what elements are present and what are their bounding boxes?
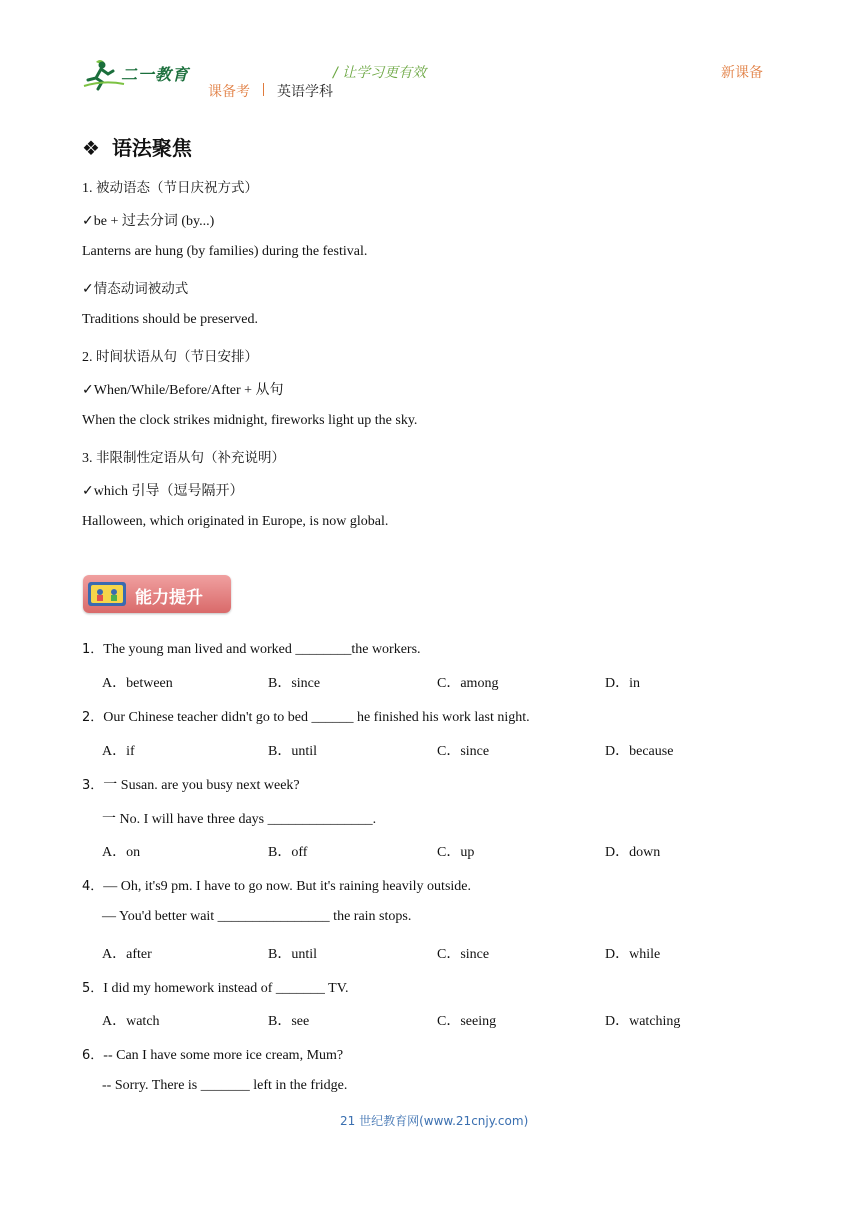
rule-text: be + 过去分词 (by...)	[93, 214, 215, 229]
badge-label: 能力提升	[135, 588, 203, 608]
check-icon: ✓	[82, 383, 94, 398]
question-1	[82, 638, 421, 658]
question-stem: The young man lived and worked ________the workers.	[103, 642, 421, 657]
option-d[interactable]: D．because	[605, 744, 674, 759]
grammar-heading-3	[82, 446, 285, 467]
question-number: 3．	[82, 778, 104, 793]
question-4-line2: — You'd better wait ________________ the rain stops.	[102, 909, 412, 924]
footer-link[interactable]: 21 世纪教育网(www.21cnjy.com)	[340, 1114, 529, 1128]
grammar-rule-4	[82, 480, 243, 500]
option-d[interactable]: D．down	[605, 845, 661, 860]
question-2	[82, 706, 530, 726]
header-subject: 英语学科	[277, 84, 333, 100]
question-number: 2．	[82, 710, 104, 725]
option-b[interactable]: B．until	[268, 947, 318, 962]
section-title	[82, 132, 192, 161]
grammar-example-1: Lanterns are hung (by families) during the festival.	[82, 244, 368, 259]
question-3	[82, 774, 300, 794]
header-divider	[263, 83, 264, 96]
grammar-title: 被动语态（节日庆祝方式）	[96, 180, 258, 196]
rule-text: When/While/Before/After + 从句	[93, 383, 284, 398]
question-number: 1．	[82, 642, 104, 657]
option-d[interactable]: D．while	[605, 947, 661, 962]
option-a[interactable]: A．on	[102, 845, 141, 860]
check-icon: ✓	[82, 484, 94, 499]
question-number: 5．	[82, 981, 104, 996]
grammar-rule-3	[82, 379, 284, 399]
header-tag-right: 新课备	[721, 65, 763, 81]
rule-text: which 引导（逗号隔开）	[93, 484, 244, 499]
grammar-example-3: When the clock strikes midnight, fireworks light up the sky.	[82, 413, 418, 428]
badge-icon	[88, 582, 126, 606]
option-d[interactable]: D．watching	[605, 1014, 681, 1029]
question-stem: I did my homework instead of _______ TV.	[103, 981, 349, 996]
option-a[interactable]: A．watch	[102, 1014, 160, 1029]
option-c[interactable]: C．since	[437, 947, 490, 962]
question-number: 6．	[82, 1048, 104, 1063]
grammar-heading-2	[82, 345, 258, 366]
grammar-example-2: Traditions should be preserved.	[82, 312, 259, 327]
question-stem: 一 Susan. are you busy next week?	[103, 778, 300, 793]
grammar-rule-1	[82, 210, 214, 230]
grammar-num: 3.	[82, 451, 93, 466]
grammar-num: 2.	[82, 350, 93, 365]
question-stem: — Oh, it's9 pm. I have to go now. But it's raining heavily outside.	[103, 879, 471, 894]
grammar-title: 时间状语从句（节日安排）	[96, 349, 258, 365]
option-c[interactable]: C．seeing	[437, 1014, 497, 1029]
header-slogan: / 让学习更有效	[333, 65, 427, 81]
question-6	[82, 1044, 343, 1064]
question-5	[82, 977, 349, 997]
grammar-title: 非限制性定语从句（补充说明）	[96, 450, 285, 466]
option-a[interactable]: A．between	[102, 676, 173, 691]
section-title-text: 语法聚焦	[111, 136, 192, 160]
header-tag-left: 课备考	[208, 84, 250, 100]
option-b[interactable]: B．off	[268, 845, 308, 860]
rule-text: 情态动词被动式	[93, 281, 189, 297]
grammar-example-4: Halloween, which originated in Europe, is now global.	[82, 514, 389, 529]
option-d[interactable]: D．in	[605, 676, 640, 691]
question-6-line2: -- Sorry. There is _______ left in the fridge.	[102, 1078, 348, 1093]
question-stem: -- Can I have some more ice cream, Mum?	[103, 1048, 344, 1063]
logo-text: 二一教育	[121, 67, 190, 84]
question-4	[82, 875, 471, 895]
question-3-line2: 一 No. I will have three days _______________.	[102, 812, 377, 827]
check-icon: ✓	[82, 214, 94, 229]
question-number: 4．	[82, 879, 104, 894]
option-c[interactable]: C．up	[437, 845, 475, 860]
option-b[interactable]: B．until	[268, 744, 318, 759]
option-b[interactable]: B．see	[268, 1014, 310, 1029]
ability-badge	[83, 575, 231, 613]
diamond-bullet-icon: ❖	[82, 136, 100, 160]
grammar-heading-1	[82, 176, 258, 197]
question-stem: Our Chinese teacher didn't go to bed ______ he finished his work last night.	[103, 710, 530, 725]
option-c[interactable]: C．among	[437, 676, 499, 691]
option-b[interactable]: B．since	[268, 676, 321, 691]
grammar-rule-2	[82, 277, 188, 298]
grammar-num: 1.	[82, 181, 93, 196]
option-c[interactable]: C．since	[437, 744, 490, 759]
check-icon: ✓	[82, 282, 94, 297]
option-a[interactable]: A．after	[102, 947, 152, 962]
option-a[interactable]: A．if	[102, 744, 135, 759]
